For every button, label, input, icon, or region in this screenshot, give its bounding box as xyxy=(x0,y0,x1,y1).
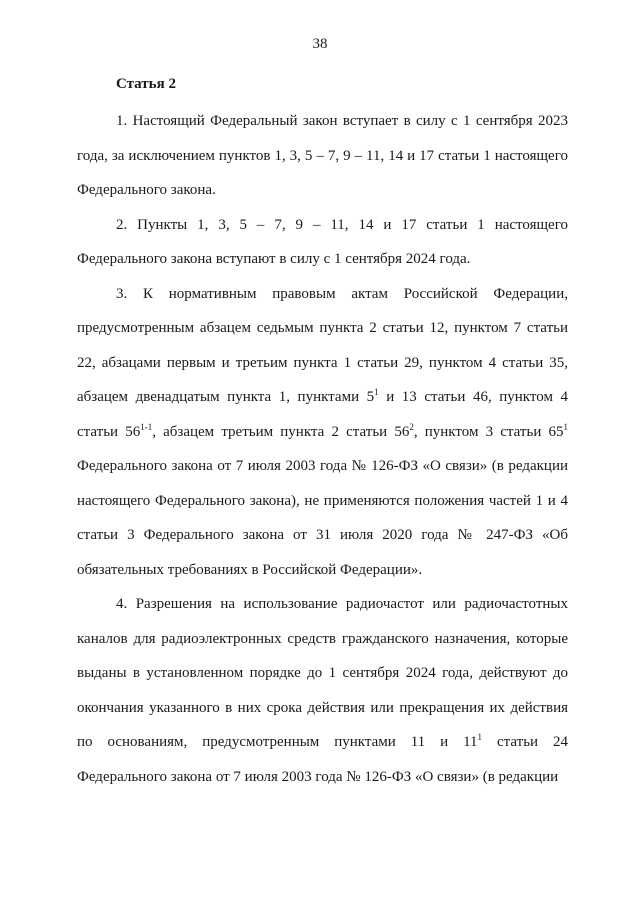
paragraph-3-text-d: , пунктом 3 статьи 65 xyxy=(413,423,564,440)
page-number: 38 xyxy=(312,36,328,52)
paragraph-1: 1. Настоящий Федеральный закон вступает в силу с 1 сентября 2023 года, за исключением пунктов 1, 3, 5 – 7, 9 – 11, 14 и 17 статьи 1 настоящего Федерального закона. xyxy=(77,113,568,198)
superscript: 1 xyxy=(477,732,483,742)
paragraph-2: 2. Пункты 1, 3, 5 – 7, 9 – 11, 14 и 17 статьи 1 настоящего Федерального закона вступают в силу с 1 сентября 2024 года. xyxy=(77,216,568,267)
superscript: 1 xyxy=(374,387,379,397)
paragraph-3-text-a: 3. К нормативным правовым актам Российской Федерации, предусмотренным абзацем седьмым пункта 2 статьи 12, пунктом 7 статьи 22, абзацами первым и третьим пункта 1 статьи 29, пунктом 4 статьи 35, абзацем двенадцатым пункта 1, пунктами 5 xyxy=(77,285,568,405)
paragraph-4 xyxy=(77,587,568,794)
paragraph-4-text-b: статьи 24 Федерального закона от 7 июля 2003 года № 126-ФЗ «О связи» (в редакции xyxy=(77,734,568,785)
paragraph-3-text-b: и 13 статьи 46, пунктом 4 статьи 56 xyxy=(77,389,568,440)
superscript: 1-1 xyxy=(140,421,153,432)
superscript: 2 xyxy=(409,421,414,432)
paragraph-4-text-a: 4. Разрешения на использование радиочастот или радиочастотных каналов для радиоэлектронных средств гражданского назначения, которые выданы в установленном порядке до 1 сентября 2024 года, действуют до окончания указанного в них срока действия или прекращения их действия по основаниям, предусмотренным пунктами 11 и 11 xyxy=(77,596,568,750)
article-heading: Статья 2 xyxy=(116,76,176,92)
paragraph-3 xyxy=(77,277,568,588)
paragraph-3-text-e: Федерального закона от 7 июля 2003 года № 126-ФЗ «О связи» (в редакции настоящего Федерального закона), не применяются положения частей 1 и 4 статьи 3 Федерального закона от 31 июля 2020 года № 247-ФЗ «Об обязательных требованиях в Российской Федерации». xyxy=(77,458,568,578)
superscript: 1 xyxy=(563,421,568,432)
paragraph-3-text-c: , абзацем третьим пункта 2 статьи 56 xyxy=(152,423,410,440)
article-body xyxy=(77,104,568,794)
